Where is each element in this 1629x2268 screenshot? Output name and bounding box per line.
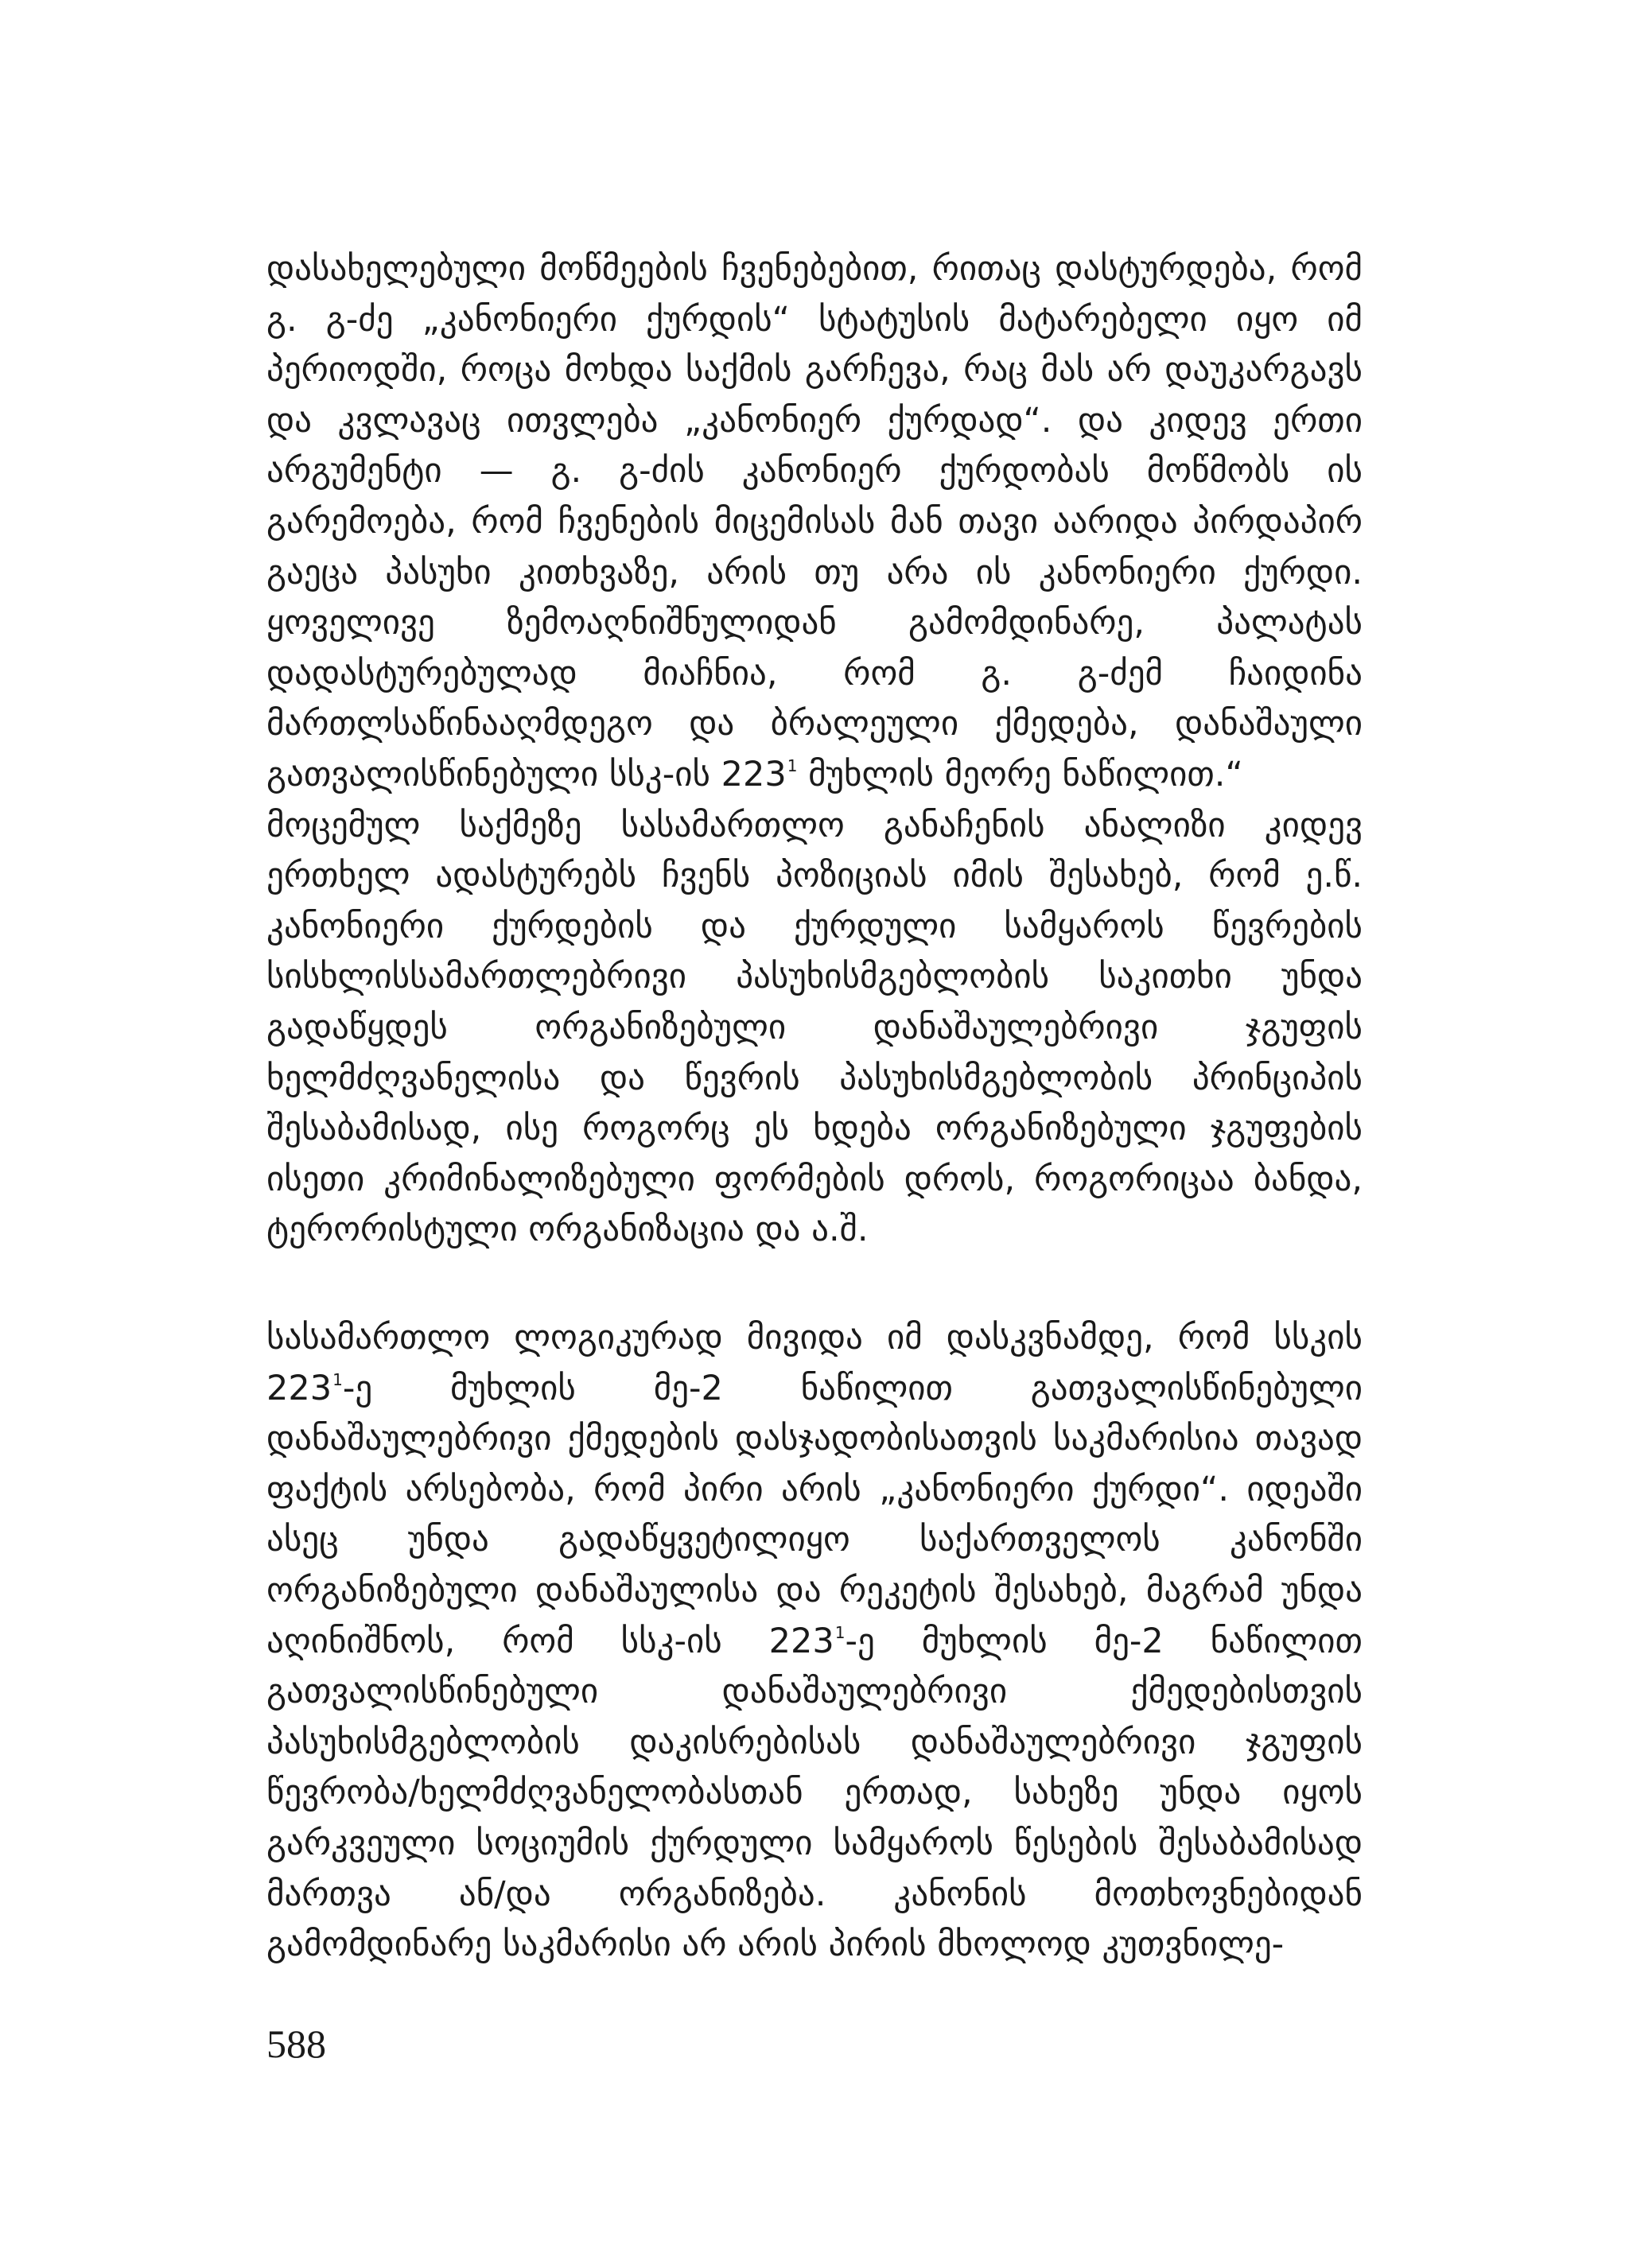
paragraph-text: სასამართლო ლოგიკურად მივიდა იმ დასკვნამდე, რომ სსკის 223 <box>266 1318 1363 1408</box>
paragraph-quote-continuation <box>266 244 1363 801</box>
page-number: 588 <box>266 2021 326 2066</box>
superscript-marker: 1 <box>787 755 798 775</box>
superscript-marker: 1 <box>834 1622 846 1642</box>
text-block-bottom <box>266 1313 1363 1971</box>
paragraph-text: -ე მუხლის მე-2 ნაწილით გათვალისწინებული დანაშაულებრივი ქმედების დასჯადობისათვის საკმარისია თავად ფაქტის არსებობა, რომ პირი არის „კანონიერი ქურდი“. იდეაში ასეც უნდა გადაწყვეტილიყო საქართველოს კანონში ორგანიზებული დანაშაულისა და რეკეტის შესახებ, მაგრამ უნდა აღინიშნოს, რომ სსკ-ის 223 <box>266 1368 1363 1661</box>
paragraph-court-conclusion <box>266 1313 1363 1971</box>
paragraph-text: დასახელებული მოწმეების ჩვენებებით, რითაც დასტურდება, რომ გ. გ-ძე „კანონიერი ქურდის“ სტატუსის მატარებელი იყო იმ პერიოდში, როცა მოხდა საქმის გარჩევა, რაც მას არ დაუკარგავს და კვლავაც ითვლება „კანონიერ ქურდად“. და კიდევ ერთი არგუმენტი — გ. გ-ძის კანონიერ ქურდობას მოწმობს ის გარემოება, რომ ჩვენების მიცემისას მან თავი აარიდა პირდაპირ გაეცა პასუხი კითხვაზე, არის თუ არა ის კანონიერი ქურდი. ყოველივე ზემოაღნიშნულიდან გამომდინარე, პალატას დადასტურებულად მიაჩნია, რომ გ. გ-ძემ ჩაიდინა მართლსაწინააღმდეგო და ბრალეული ქმედება, დანაშაული გათვალისწინებული სსკ-ის 223 <box>266 249 1363 794</box>
paragraph-text: მუხლის მეორე ნაწილით.“ <box>797 754 1243 794</box>
text-block-top <box>266 244 1363 1256</box>
paragraph-text: -ე მუხლის მე-2 ნაწილით გათვალისწინებული დანაშაულებრივი ქმედებისთვის პასუხისმგებლობის დაკისრებისას დანაშაულებრივი ჯგუფის წევრობა/ხელმძღვანელობასთან ერთად, სახეზე უნდა იყოს გარკვეული სოციუმის ქურდული სამყაროს წესების შესაბამისად მართვა ან/და ორგანიზება. კანონის მოთხოვნებიდან გამომდინარე საკმარისი არ არის პირის მხოლოდ კუთვნილე- <box>266 1621 1363 1965</box>
superscript-marker: 1 <box>332 1369 343 1389</box>
paragraph-analysis: მოცემულ საქმეზე სასამართლო განაჩენის ანალიზი კიდევ ერთხელ ადასტურებს ჩვენს პოზიციას იმის შესახებ, რომ ე.წ. კანონიერი ქურდების და ქურდული სამყაროს წევრების სისხლისსამართლებრივი პასუხისმგებლობის საკითხი უნდა გადაწყდეს ორგანიზებული დანაშაულებრივი ჯგუფის ხელმძღვანელისა და წევრის პასუხისმგებლობის პრინციპის შესაბამისად, ისე როგორც ეს ხდება ორგანიზებული ჯგუფების ისეთი კრიმინალიზებული ფორმების დროს, როგორიცაა ბანდა, ტერორისტული ორგანიზაცია და ა.შ. <box>266 805 1363 1250</box>
